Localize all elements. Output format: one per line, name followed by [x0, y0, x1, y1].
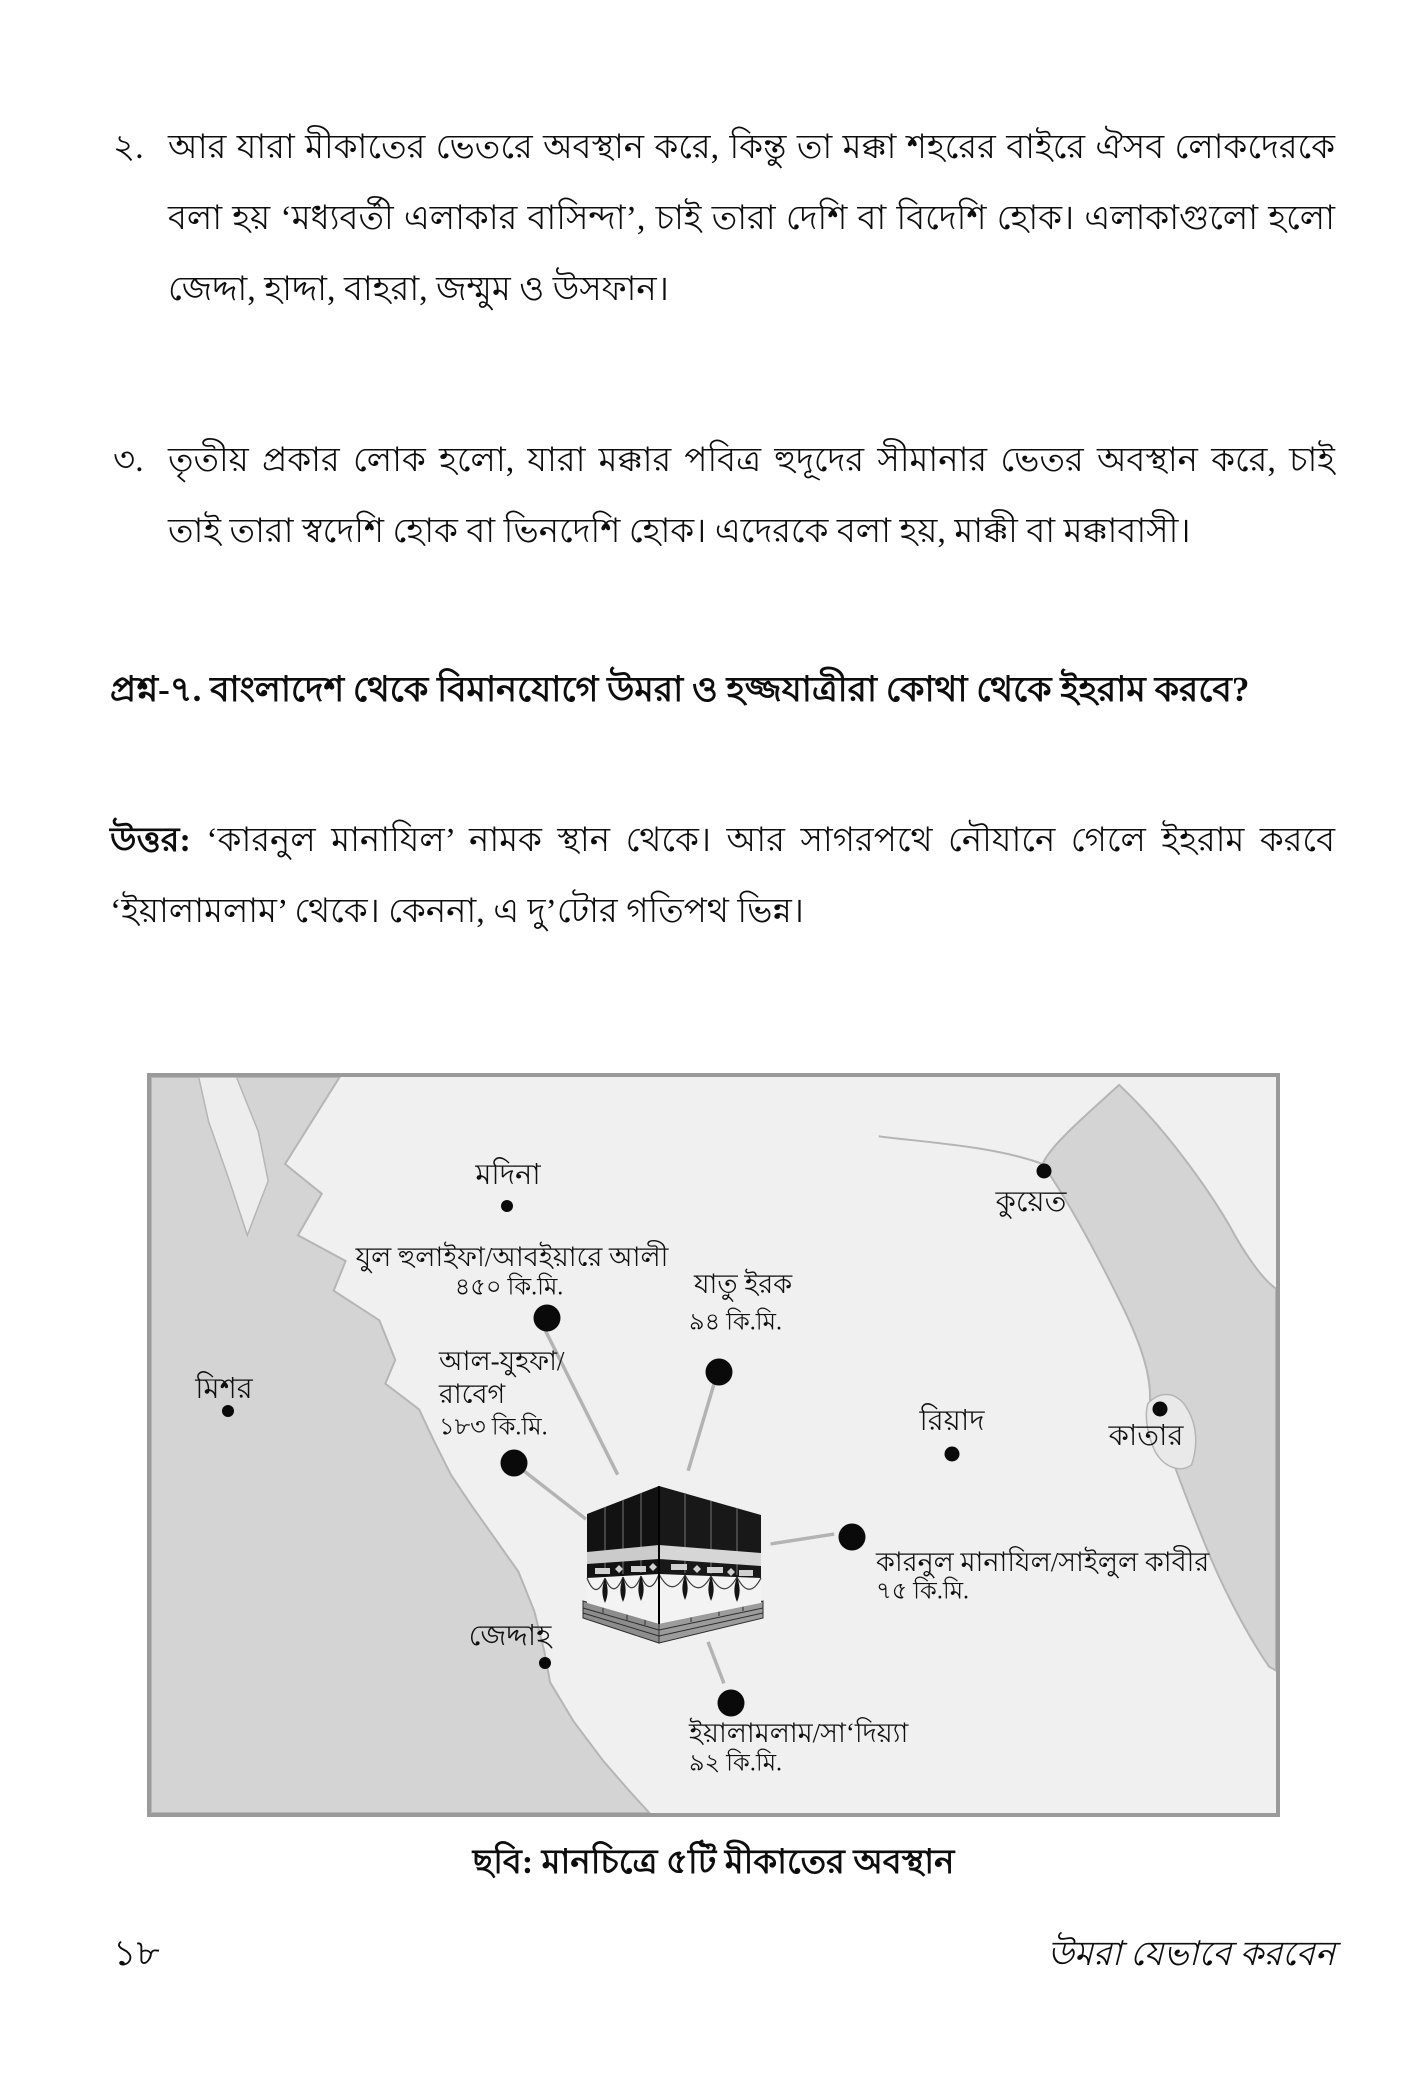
list-item-text: আর যারা মীকাতের ভেতরে অবস্থান করে, কিন্তু তা মক্কা শহরের বাইরে ঐসব লোকদেরকে বলা হয় ‘মধ্যবর্তী এলাকার বাসিন্দা’, চাই তারা দেশি বা বিদেশি হোক। এলাকাগুলো হলো জেদ্দা, হাদ্দা, বাহরা, জম্মুম ও উসফান।	[168, 129, 1335, 308]
list-item-text: তৃতীয় প্রকার লোক হলো, যারা মক্কার পবিত্র হুদূদের সীমানার ভেতর অবস্থান করে, চাই তাই তারা স্বদেশি হোক বা ভিনদেশি হোক। এদেরকে বলা হয়, মাক্কী বা মক্কাবাসী।	[168, 442, 1335, 550]
red-sea-shape	[151, 1077, 649, 1813]
city-label: জেদ্দাহ	[468, 1620, 552, 1652]
miqat-name-line2: রাবেগ	[439, 1379, 506, 1409]
city-dot	[1153, 1402, 1168, 1417]
running-title: উমরা যেভাবে করবেন	[1047, 1936, 1335, 1973]
city-dot	[539, 1657, 551, 1669]
miqat-dot	[839, 1524, 866, 1551]
figure-caption: ছবি: মানচিত্রে ৫টি মীকাতের অবস্থান	[472, 1844, 955, 1881]
miqat-distance: ৭৫ কি.মি.	[876, 1578, 970, 1605]
city-dot	[1037, 1164, 1052, 1179]
miqat-distance: ১৮৩ কি.মি.	[439, 1414, 548, 1441]
page-number: ১৮	[113, 1933, 160, 1973]
answer-paragraph	[110, 805, 1335, 947]
city-dot	[945, 1447, 960, 1462]
list-item-2	[113, 112, 1335, 325]
miqat-dot	[718, 1690, 745, 1717]
answer-label: উত্তর:	[110, 822, 191, 859]
miqat-dot	[706, 1359, 733, 1386]
miqat-distance: ৯৪ কি.মি.	[689, 1309, 782, 1336]
city-label: কাতার	[1108, 1420, 1184, 1452]
page-footer	[113, 1926, 1335, 1986]
city-dot	[222, 1405, 234, 1417]
miqat-distance: ৯২ কি.মি.	[689, 1750, 783, 1777]
list-item-number: ৩.	[113, 442, 144, 479]
city-label: মদিনা	[475, 1159, 541, 1191]
kaaba-illustration	[579, 1474, 769, 1644]
miqat-map	[147, 1073, 1280, 1817]
list-item-number: ২.	[113, 129, 144, 166]
miqat-dot	[534, 1305, 561, 1332]
map-geography-svg	[151, 1077, 1276, 1813]
miqat-name: যাতু ইরক	[694, 1269, 793, 1299]
kuwait-coastline	[879, 1136, 1043, 1164]
miqat-name: যুল হুলাইফা/আবইয়ারে আলী	[355, 1242, 669, 1272]
miqat-dot	[501, 1450, 528, 1477]
city-label: মিশর	[195, 1373, 253, 1405]
question-heading: প্রশ্ন-৭. বাংলাদেশ থেকে বিমানযোগে উমরা ও হজ্জযাত্রীরা কোথা থেকে ইহরাম করবে?	[110, 670, 1250, 709]
city-label: কুয়েত	[995, 1186, 1067, 1218]
city-dot	[501, 1200, 513, 1212]
list-item-3	[113, 425, 1335, 567]
miqat-name-line1: আল-যুহফা/	[439, 1346, 565, 1376]
answer-text: ‘কারনুল মানাযিল’ নামক স্থান থেকে। আর সাগরপথে নৌযানে গেলে ইহরাম করবে ‘ইয়ালামলাম’ থেকে। কেননা, এ দু’টোর গতিপথ ভিন্ন।	[110, 822, 1335, 930]
miqat-name: ইয়ালামলাম/সা‘দিয়্যা	[689, 1718, 909, 1748]
persian-gulf-shape	[1043, 1085, 1276, 1671]
miqat-distance: ৪৫০ কি.মি.	[454, 1274, 564, 1301]
city-label: রিয়াদ	[919, 1405, 985, 1437]
miqat-name: কারনুল মানাযিল/সাইলুল কাবীর	[876, 1547, 1210, 1577]
